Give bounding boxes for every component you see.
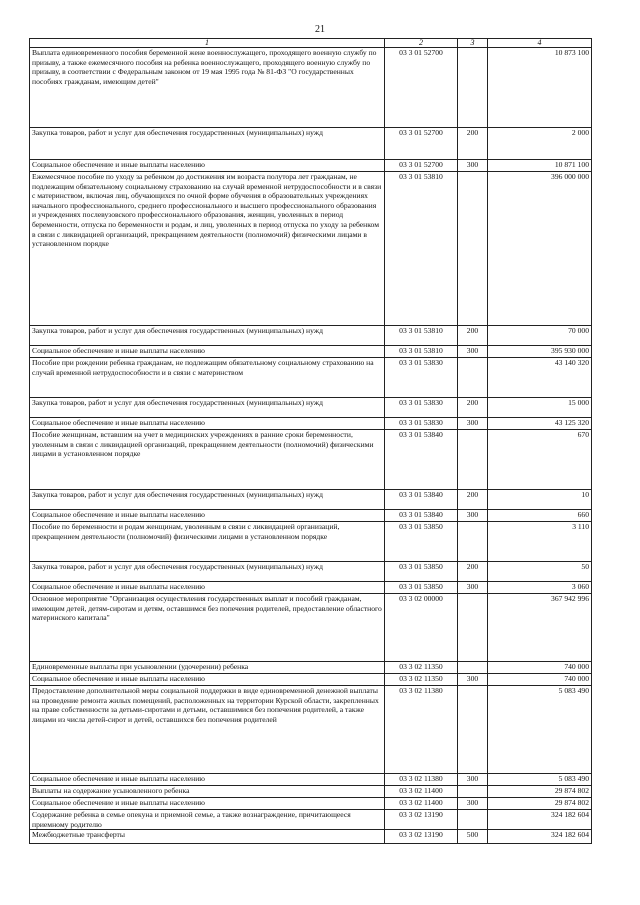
row-amount-cell: 396 000 000 — [488, 172, 592, 326]
column-number-name: 1 — [30, 39, 385, 48]
row-name-cell: Закупка товаров, работ и услуг для обеспечения государственных (муниципальных) нужд — [30, 562, 385, 582]
table-row — [30, 48, 592, 128]
row-type-cell — [458, 172, 488, 326]
row-amount-cell: 324 182 604 — [488, 810, 592, 830]
row-type-cell: 200 — [458, 128, 488, 160]
row-code-cell: 03 3 01 53810 — [385, 326, 458, 346]
row-code-cell: 03 3 01 53850 — [385, 522, 458, 562]
row-code-cell: 03 3 01 52700 — [385, 160, 458, 172]
row-type-cell — [458, 430, 488, 490]
row-amount-cell: 29 874 802 — [488, 798, 592, 810]
row-name-cell: Социальное обеспечение и иные выплаты населению — [30, 160, 385, 172]
table-row — [30, 346, 592, 358]
row-amount-cell: 43 140 320 — [488, 358, 592, 398]
row-type-cell: 200 — [458, 398, 488, 418]
row-amount-cell: 5 083 490 — [488, 686, 592, 774]
row-name-cell: Предоставление дополнительной меры социальной поддержки в виде единовременной денежной выплаты на проведение ремонта жилых помещений, расположенных на территории Курской области, закрепленных на праве собственности за детьми-сиротами и детьми, оставшимися без попечения родителей, а также лицами из числа детей-сирот и детей, оставшихся без попечения родителей — [30, 686, 385, 774]
row-type-cell — [458, 662, 488, 674]
row-type-cell: 300 — [458, 418, 488, 430]
row-amount-cell: 3 110 — [488, 522, 592, 562]
table-row — [30, 786, 592, 798]
row-code-cell: 03 3 02 11400 — [385, 798, 458, 810]
row-amount-cell: 660 — [488, 510, 592, 522]
row-amount-cell: 10 871 100 — [488, 160, 592, 172]
row-name-cell: Единовременные выплаты при усыновлении (удочерении) ребенка — [30, 662, 385, 674]
row-amount-cell: 29 874 802 — [488, 786, 592, 798]
row-name-cell: Пособие женщинам, вставшим на учет в медицинских учреждениях в ранние сроки беременности, уволенным в связи с ликвидацией организаций, прекращением деятельности (полномочий) физическими лицами в установленном порядке — [30, 430, 385, 490]
row-name-cell: Ежемесячное пособие по уходу за ребенком до достижения им возраста полутора лет гражданам, не подлежащим обязательному социальному страхованию на случай временной нетрудоспособности и в связи с материнством, включая лиц, обучающихся по очной форме обучения в образовательных учреждениях начального профессионального, среднего профессионального и высшего профессионального образования и учреждениях послевузовского профессионального образования, женщин, уволенных в период беременности, отпуска по беременности и родам, и лиц, уволенных в период отпуска по уходу за ребенком в связи с ликвидацией организаций, прекращением деятельности (полномочий) физическими лицами в установленном порядке — [30, 172, 385, 326]
table-row — [30, 160, 592, 172]
table-row — [30, 562, 592, 582]
row-amount-cell: 43 125 320 — [488, 418, 592, 430]
row-name-cell: Закупка товаров, работ и услуг для обеспечения государственных (муниципальных) нужд — [30, 490, 385, 510]
row-type-cell — [458, 594, 488, 662]
column-number-type: 3 — [458, 39, 488, 48]
row-name-cell: Межбюджетные трансферты — [30, 830, 385, 844]
row-type-cell: 300 — [458, 582, 488, 594]
row-code-cell: 03 3 01 53830 — [385, 358, 458, 398]
row-name-cell: Социальное обеспечение и иные выплаты населению — [30, 674, 385, 686]
table-row — [30, 430, 592, 490]
row-type-cell: 200 — [458, 490, 488, 510]
table-row — [30, 128, 592, 160]
row-amount-cell: 50 — [488, 562, 592, 582]
row-type-cell — [458, 810, 488, 830]
row-code-cell: 03 3 01 53840 — [385, 510, 458, 522]
table-row — [30, 830, 592, 844]
row-code-cell: 03 3 02 00000 — [385, 594, 458, 662]
table-row — [30, 594, 592, 662]
row-amount-cell: 740 000 — [488, 662, 592, 674]
row-amount-cell: 15 000 — [488, 398, 592, 418]
row-type-cell: 500 — [458, 830, 488, 844]
row-code-cell: 03 3 02 11350 — [385, 662, 458, 674]
row-type-cell: 200 — [458, 326, 488, 346]
row-code-cell: 03 3 02 11350 — [385, 674, 458, 686]
row-name-cell: Социальное обеспечение и иные выплаты населению — [30, 418, 385, 430]
row-code-cell: 03 3 02 13190 — [385, 830, 458, 844]
row-code-cell: 03 3 01 53830 — [385, 418, 458, 430]
row-name-cell: Пособие по беременности и родам женщинам, уволенным в связи с ликвидацией организаций, прекращением деятельности (полномочий) физическими лицами в установленном порядке — [30, 522, 385, 562]
table-row — [30, 398, 592, 418]
row-type-cell — [458, 48, 488, 128]
row-amount-cell: 2 000 — [488, 128, 592, 160]
row-code-cell: 03 3 02 11380 — [385, 774, 458, 786]
table-row — [30, 358, 592, 398]
row-type-cell: 300 — [458, 160, 488, 172]
row-amount-cell: 670 — [488, 430, 592, 490]
table-row — [30, 522, 592, 562]
row-amount-cell: 367 942 996 — [488, 594, 592, 662]
row-type-cell: 300 — [458, 510, 488, 522]
row-type-cell: 300 — [458, 346, 488, 358]
row-code-cell: 03 3 01 53810 — [385, 172, 458, 326]
column-number-amount: 4 — [488, 39, 592, 48]
table-row — [30, 490, 592, 510]
row-amount-cell: 324 182 604 — [488, 830, 592, 844]
row-code-cell: 03 3 02 11380 — [385, 686, 458, 774]
table-row — [30, 662, 592, 674]
row-name-cell: Закупка товаров, работ и услуг для обеспечения государственных (муниципальных) нужд — [30, 398, 385, 418]
table-row — [30, 686, 592, 774]
row-name-cell: Социальное обеспечение и иные выплаты населению — [30, 510, 385, 522]
table-row — [30, 172, 592, 326]
table-row — [30, 582, 592, 594]
column-number-code: 2 — [385, 39, 458, 48]
row-name-cell: Пособие при рождении ребенка гражданам, не подлежащим обязательному социальному страхованию на случай временной нетрудоспособности и в связи с материнством — [30, 358, 385, 398]
row-type-cell — [458, 522, 488, 562]
row-code-cell: 03 3 01 53850 — [385, 562, 458, 582]
row-amount-cell: 10 — [488, 490, 592, 510]
row-type-cell — [458, 786, 488, 798]
row-amount-cell: 740 000 — [488, 674, 592, 686]
row-code-cell: 03 3 02 11400 — [385, 786, 458, 798]
table-row — [30, 798, 592, 810]
row-name-cell: Социальное обеспечение и иные выплаты населению — [30, 798, 385, 810]
row-amount-cell: 5 083 490 — [488, 774, 592, 786]
row-code-cell: 03 3 02 13190 — [385, 810, 458, 830]
table-row — [30, 774, 592, 786]
row-type-cell — [458, 358, 488, 398]
row-amount-cell: 3 060 — [488, 582, 592, 594]
table-row — [30, 418, 592, 430]
row-type-cell — [458, 686, 488, 774]
row-name-cell: Закупка товаров, работ и услуг для обеспечения государственных (муниципальных) нужд — [30, 128, 385, 160]
row-name-cell: Социальное обеспечение и иные выплаты населению — [30, 346, 385, 358]
row-name-cell: Социальное обеспечение и иные выплаты населению — [30, 774, 385, 786]
row-code-cell: 03 3 01 52700 — [385, 48, 458, 128]
table-row — [30, 674, 592, 686]
table-row — [30, 810, 592, 830]
row-code-cell: 03 3 01 53830 — [385, 398, 458, 418]
row-amount-cell: 395 930 000 — [488, 346, 592, 358]
row-code-cell: 03 3 01 53840 — [385, 490, 458, 510]
row-amount-cell: 70 000 — [488, 326, 592, 346]
row-name-cell: Выплата единовременного пособия беременной жене военнослужащего, проходящего военную службу по призыву, а также ежемесячного пособия на ребенка военнослужащего, проходящего военную службу по призыву, в соответствии с Федеральным законом от 19 мая 1995 года № 81-ФЗ "О государственных пособиях гражданам, имеющим детей" — [30, 48, 385, 128]
row-name-cell: Закупка товаров, работ и услуг для обеспечения государственных (муниципальных) нужд — [30, 326, 385, 346]
page-number: 21 — [315, 24, 325, 35]
row-amount-cell: 10 873 100 — [488, 48, 592, 128]
row-code-cell: 03 3 01 53850 — [385, 582, 458, 594]
row-type-cell: 300 — [458, 798, 488, 810]
row-code-cell: 03 3 01 53840 — [385, 430, 458, 490]
row-name-cell: Содержание ребенка в семье опекуна и приемной семье, а также вознаграждение, причитающееся приемному родителю — [30, 810, 385, 830]
table-row — [30, 510, 592, 522]
table-row — [30, 326, 592, 346]
budget-table — [29, 38, 592, 844]
row-code-cell: 03 3 01 53810 — [385, 346, 458, 358]
row-type-cell: 300 — [458, 674, 488, 686]
row-type-cell: 200 — [458, 562, 488, 582]
row-name-cell: Социальное обеспечение и иные выплаты населению — [30, 582, 385, 594]
row-type-cell: 300 — [458, 774, 488, 786]
row-name-cell: Основное мероприятие "Организация осуществления государственных выплат и пособий гражданам, имеющим детей, детям-сиротам и детям, оставшимся без попечения родителей, предоставление областного материнского капитала" — [30, 594, 385, 662]
column-number-row — [30, 39, 592, 48]
row-code-cell: 03 3 01 52700 — [385, 128, 458, 160]
row-name-cell: Выплаты на содержание усыновленного ребенка — [30, 786, 385, 798]
